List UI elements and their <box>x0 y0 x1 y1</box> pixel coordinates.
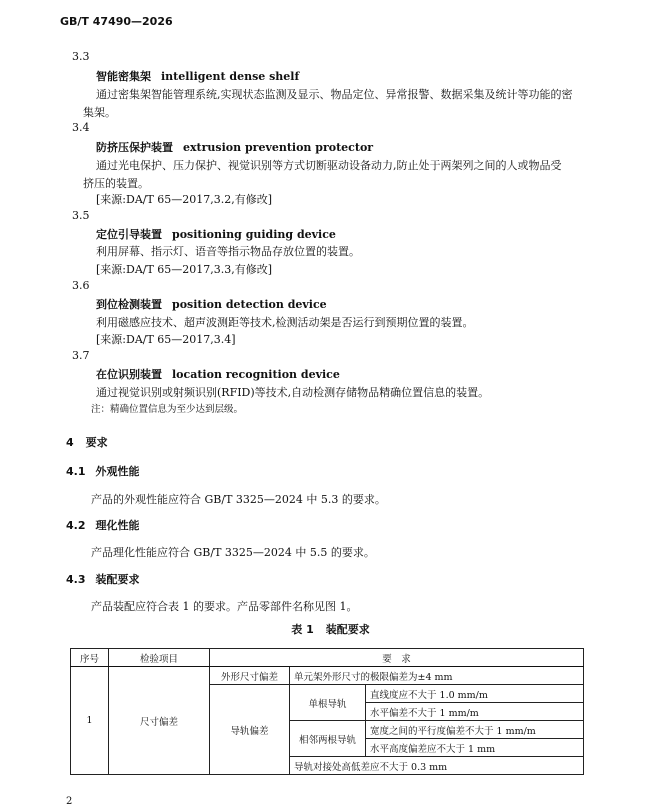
cell-joint-requirement: 导轨对接处高低差应不大于 0.3 mm <box>290 757 584 775</box>
cell-item: 尺寸偏差 <box>109 667 210 775</box>
subsection-heading <box>66 463 140 479</box>
term-title <box>96 366 340 382</box>
term-definition-line: 利用磁感应技术、超声波测距等技术,检测活动架是否运行到预期位置的装置。 <box>96 316 474 329</box>
term-zh: 智能密集架 <box>96 70 151 83</box>
cell-requirement: 水平高度偏差应不大于 1 mm <box>366 739 584 757</box>
term-definition-line: 通过密集架智能管理系统,实现状态监测及显示、物品定位、异常报警、数据采集及统计等功能的密 <box>96 88 573 101</box>
standard-code-header: GB/T 47490—2026 <box>60 15 173 28</box>
term-definition-line: 通过光电保护、压力保护、视觉识别等方式切断驱动设备动力,防止处于两架列之间的人或物品受 <box>96 159 562 172</box>
term-number: 3.4 <box>72 121 90 134</box>
assembly-requirements-table <box>70 648 584 775</box>
header-item: 检验项目 <box>109 649 210 667</box>
subsection-heading <box>66 517 140 533</box>
subsection-text: 产品装配应符合表 1 的要求。产品零部件名称见图 1。 <box>91 600 358 613</box>
subsection-title: 装配要求 <box>95 573 140 586</box>
subsection-text: 产品理化性能应符合 GB/T 3325—2024 中 5.5 的要求。 <box>91 546 375 559</box>
cell-requirement: 水平偏差不大于 1 mm/m <box>366 703 584 721</box>
term-title <box>96 139 373 155</box>
term-title <box>96 68 299 84</box>
page-number: 2 <box>66 796 73 807</box>
section-number: 4 <box>66 436 74 449</box>
term-zh: 到位检测装置 <box>96 298 162 311</box>
table-row <box>71 667 584 685</box>
term-number: 3.3 <box>72 50 90 63</box>
term-en: positioning guiding device <box>172 228 336 241</box>
subsection-title: 理化性能 <box>95 519 140 532</box>
term-number: 3.6 <box>72 279 90 292</box>
cell-requirement: 直线度应不大于 1.0 mm/m <box>366 685 584 703</box>
cell-seq: 1 <box>71 667 109 775</box>
term-definition-line: 挤压的装置。 <box>83 177 149 190</box>
term-en: location recognition device <box>172 368 340 381</box>
term-zh: 防挤压保护装置 <box>96 141 173 154</box>
term-title <box>96 226 336 242</box>
cell-requirement: 宽度之间的平行度偏差不大于 1 mm/m <box>366 721 584 739</box>
term-en: intelligent dense shelf <box>161 70 300 83</box>
term-number: 3.7 <box>72 349 90 362</box>
cell-rail-label: 导轨偏差 <box>210 685 290 775</box>
term-source: [来源:DA/T 65—2017,3.4] <box>96 333 236 346</box>
term-source: [来源:DA/T 65—2017,3.2,有修改] <box>96 193 273 206</box>
cell-pair-rail-label: 相邻两根导轨 <box>290 721 366 757</box>
subsection-text: 产品的外观性能应符合 GB/T 3325—2024 中 5.3 的要求。 <box>91 493 386 506</box>
subsection-title: 外观性能 <box>95 465 140 478</box>
subsection-number: 4.3 <box>66 573 86 586</box>
term-zh: 在位识别装置 <box>96 368 162 381</box>
term-en: position detection device <box>172 298 327 311</box>
cell-single-rail-label: 单根导轨 <box>290 685 366 721</box>
term-definition-line: 集架。 <box>83 106 116 119</box>
header-requirement: 要 求 <box>210 649 584 667</box>
term-source: [来源:DA/T 65—2017,3.3,有修改] <box>96 263 273 276</box>
term-zh: 定位引导装置 <box>96 228 162 241</box>
term-title <box>96 296 327 312</box>
term-number: 3.5 <box>72 209 90 222</box>
cell-outer-requirement: 单元架外形尺寸的极限偏差为±4 mm <box>290 667 584 685</box>
term-definition-line: 通过视觉识别或射频识别(RFID)等技术,自动检测存储物品精确位置信息的装置。 <box>96 386 490 399</box>
subsection-number: 4.1 <box>66 465 86 478</box>
term-en: extrusion prevention protector <box>183 141 374 154</box>
section-heading <box>66 434 108 450</box>
term-definition-line: 利用屏幕、指示灯、语音等指示物品存放位置的装置。 <box>96 245 360 258</box>
subsection-number: 4.2 <box>66 519 86 532</box>
section-title: 要求 <box>85 436 108 449</box>
table-caption <box>0 621 661 637</box>
table-header-row <box>71 649 584 667</box>
header-seq: 序号 <box>71 649 109 667</box>
table-title: 装配要求 <box>325 623 370 636</box>
subsection-heading <box>66 571 140 587</box>
table-number: 表 1 <box>291 623 314 636</box>
term-note: 注：精确位置信息为至少达到层级。 <box>91 404 244 415</box>
cell-outer-label: 外形尺寸偏差 <box>210 667 290 685</box>
